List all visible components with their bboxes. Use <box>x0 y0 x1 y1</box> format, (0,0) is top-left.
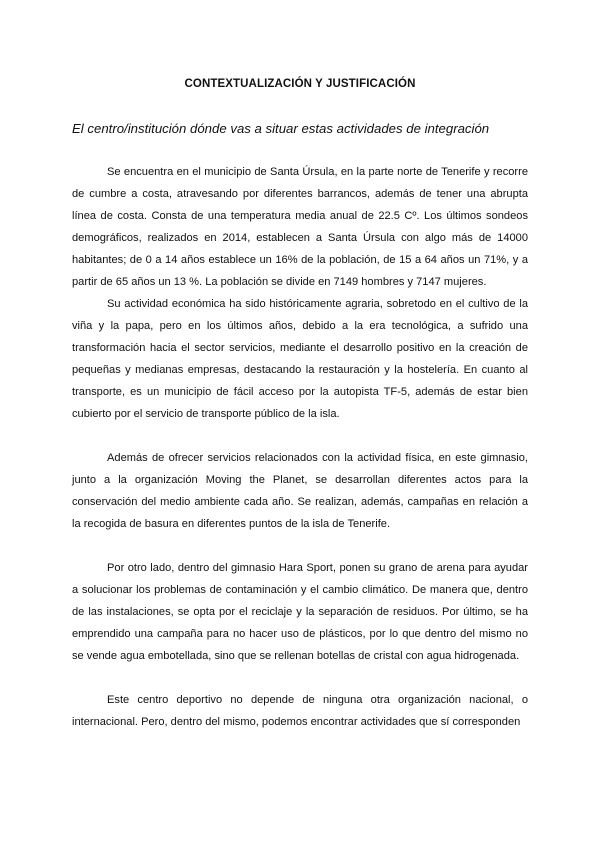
paragraph-location: Se encuentra en el municipio de Santa Úrsula, en la parte norte de Tenerife y recorre de cumbre a costa, atravesando por diferentes barrancos, además de tener una abrupta línea de costa. Consta de una temperatura media anual de 22.5 Cº. Los últimos sondeos demográficos, realizados en 2014, establecen a Santa Úrsula con algo más de 14000 habitantes; de 0 a 14 años establece un 16% de la población, de 15 a 64 años un 71%, y a partir de 65 años un 13 %. La población se divide en 7149 hombres y 7147 mujeres. <box>72 166 528 288</box>
section-subtitle: El centro/institución dónde vas a situar estas actividades de integración <box>72 121 490 136</box>
paragraph-gym-initiatives: Por otro lado, dentro del gimnasio Hara Sport, ponen su grano de arena para ayudar a solucionar los problemas de contaminación y el cambio climático. De manera que, dentro de las instalaciones, se opta por el reciclaje y la separación de residuos. Por último, se ha emprendido una campaña para no hacer uso de plásticos, por lo que dentro del mismo no se vende agua embotellada, sino que se rellenan botellas de cristal con agua hidrogenada. <box>72 562 528 662</box>
paragraph-economy: Su actividad económica ha sido históricamente agraria, sobretodo en el cultivo de la viña y la papa, pero en los últimos años, debido a la era tecnológica, a sufrido una transformación hacia el sector servicios, mediante el desarrollo positivo en la creación de pequeñas y medianas empresas, destacando la restauración y la hostelería. En cuanto al transporte, es un municipio de fácil acceso por la autopista TF-5, además de estar bien cubierto por el servicio de transporte público de la isla. <box>72 298 528 420</box>
paragraph-environment: Además de ofrecer servicios relacionados con la actividad física, en este gimnasio, junto a la organización Moving the Planet, se desarrollan diferentes actos para la conservación del medio ambiente cada año. Se realizan, además, campañas en relación a la recogida de basura en diferentes puntos de la isla de Tenerife. <box>72 452 528 530</box>
paragraph-organization: Este centro deportivo no depende de ninguna otra organización nacional, o internacional. Pero, dentro del mismo, podemos encontrar actividades que sí corresponden <box>72 694 528 728</box>
page-title: CONTEXTUALIZACIÓN Y JUSTIFICACIÓN <box>184 78 416 90</box>
